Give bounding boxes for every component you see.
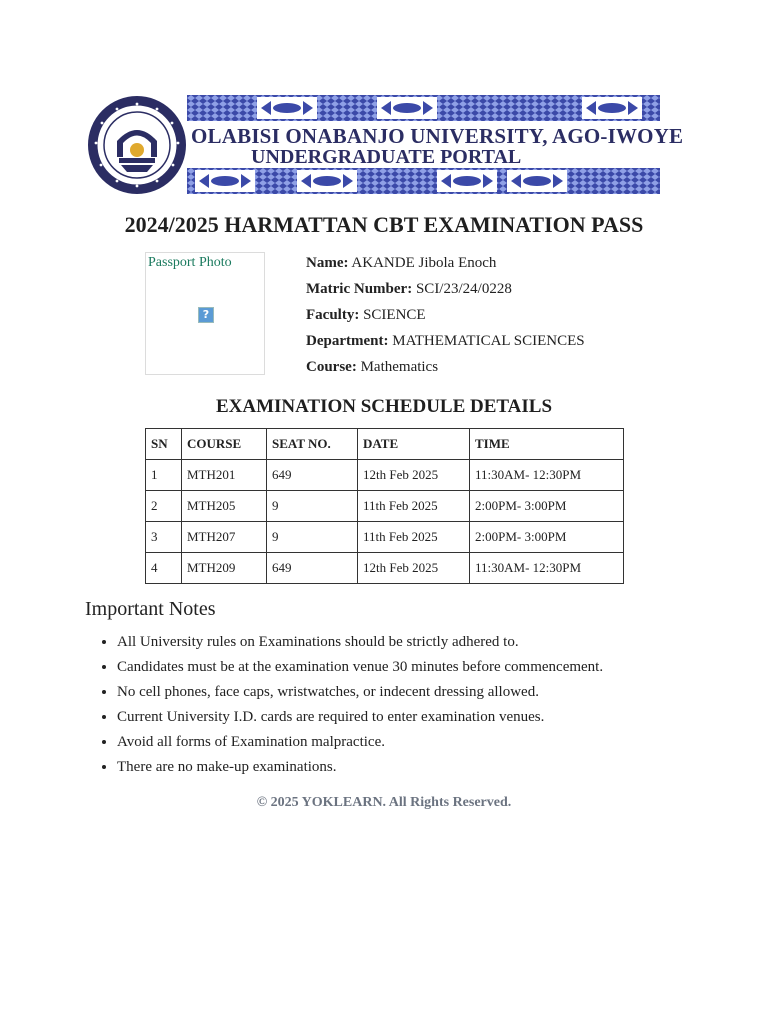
portal-name: UNDERGRADUATE PORTAL [251,146,522,168]
info-label: Faculty: [306,307,360,323]
table-row [146,491,624,522]
table-cell: 11th Feb 2025 [358,491,470,522]
list-item: • There are no make-up examinations. [117,755,603,780]
table-cell: 4 [146,553,182,584]
table-cell: MTH201 [182,460,267,491]
info-value: Mathematics [360,359,439,375]
column-header: SEAT NO. [267,429,358,460]
list-item: • Avoid all forms of Examination malpractice. [117,730,603,755]
table-cell: 2:00PM- 3:00PM [470,491,624,522]
column-header: COURSE [182,429,267,460]
banner-pattern-bottom [187,168,660,194]
column-header: DATE [358,429,470,460]
schedule-title: EXAMINATION SCHEDULE DETAILS [215,396,553,417]
table-row [146,460,624,491]
list-item: • No cell phones, face caps, wristwatches, or indecent dressing allowed. [117,680,603,705]
info-value: AKANDE Jibola Enoch [351,255,497,271]
table-cell: 2:00PM- 3:00PM [470,522,624,553]
list-item: • Candidates must be at the examination venue 30 minutes before commencement. [117,655,603,680]
list-item: • Current University I.D. cards are required to enter examination venues. [117,705,603,730]
info-department [306,328,585,354]
table-cell: 11:30AM- 12:30PM [470,553,624,584]
info-label: Department: [306,333,389,349]
column-header: TIME [470,429,624,460]
info-label: Name: [306,255,349,271]
table-header-row [146,429,624,460]
footer-copyright: © 2025 YOKLEARN. All Rights Reserved. [256,795,512,810]
info-course [306,354,585,380]
info-name [306,250,585,276]
table-cell: 649 [267,553,358,584]
table-cell: 12th Feb 2025 [358,460,470,491]
info-value: MATHEMATICAL SCIENCES [392,333,585,349]
student-info [306,250,585,380]
table-row [146,553,624,584]
banner-pattern-top [187,95,660,121]
page-title: 2024/2025 HARMATTAN CBT EXAMINATION PASS [124,212,644,237]
table-cell: 3 [146,522,182,553]
table-cell: 9 [267,491,358,522]
info-label: Course: [306,359,357,375]
list-item: • All University rules on Examinations should be strictly adhered to. [117,630,603,655]
table-cell: 649 [267,460,358,491]
university-seal-logo [87,95,187,195]
column-header: SN [146,429,182,460]
table-cell: 12th Feb 2025 [358,553,470,584]
notes-list [85,630,603,780]
info-value: SCIENCE [363,307,426,323]
university-name: OLABISI ONABANJO UNIVERSITY, AGO-IWOYE [191,124,684,148]
table-cell: 11:30AM- 12:30PM [470,460,624,491]
university-banner [87,95,684,195]
table-cell: 11th Feb 2025 [358,522,470,553]
table-cell: MTH209 [182,553,267,584]
passport-photo-frame [145,252,265,375]
table-cell: 2 [146,491,182,522]
table-row [146,522,624,553]
table-cell: 1 [146,460,182,491]
notes-title: Important Notes [85,598,216,620]
info-faculty [306,302,585,328]
info-value: SCI/23/24/0228 [415,281,512,297]
schedule-table [145,428,624,584]
table-cell: MTH207 [182,522,267,553]
info-matric [306,276,585,302]
table-cell: 9 [267,522,358,553]
broken-image-icon: ? [198,307,214,323]
passport-photo-label: Passport Photo [148,255,232,270]
table-cell: MTH205 [182,491,267,522]
info-label: Matric Number: [306,281,413,297]
